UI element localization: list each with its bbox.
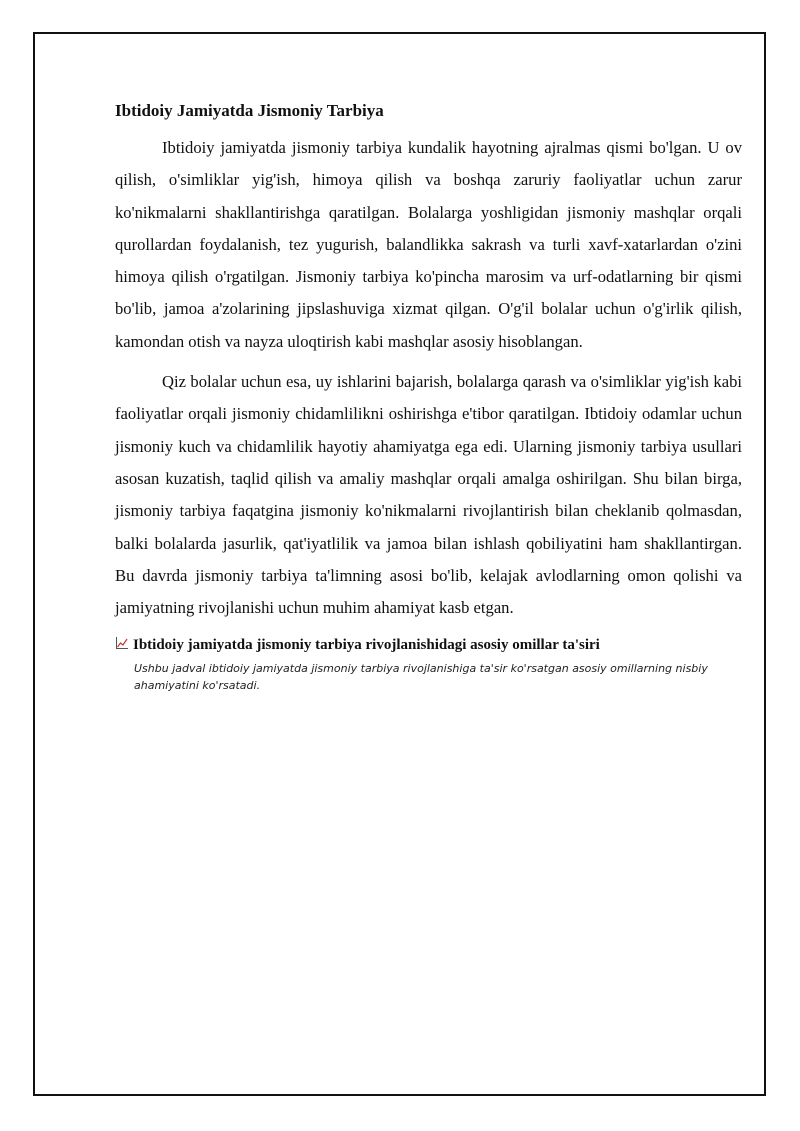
table-description: Ushbu jadval ibtidoiy jamiyatda jismoniy tarbiya rivojlanishiga ta'sir ko'rsatgan asosiy omillarning nisbiy ahamiyatini ko'rsatadi. — [134, 662, 708, 693]
paragraph-1: Ibtidoiy jamiyatda jismoniy tarbiya kundalik hayotning ajralmas qismi bo'lgan. U ov qilish, o'simliklar yig'ish, himoya qilish va boshqa zaruriy faoliyatlar uchun zarur ko'nikmalarni shakllantirishga qaratilgan. Bolalarga yoshligidan jismoniy mashqlar orqali qurollardan foydalanish, tez yugurish, balandlikka sakrash va turli xavf-xatarlardan o'zini himoya qilish o'rgatilgan. Jismoniy tarbiya ko'pincha marosim va urf-odatlarning bir qismi bo'lib, jamoa a'zolarining jipslashuviga xizmat qilgan. O'g'il bolalar uchun o'g'irlik qilish, kamondan otish va nayza uloqtirish kabi mashqlar asosiy hisoblangan. — [115, 138, 742, 351]
table-caption — [115, 634, 742, 656]
chart-increasing-icon — [115, 635, 129, 649]
table-caption-title: Ibtidoiy jamiyatda jismoniy tarbiya rivojlanishidagi asosiy omillar ta'siri — [133, 637, 600, 654]
document-body — [115, 98, 742, 694]
document-title: Ibtidoiy Jamiyatda Jismoniy Tarbiya — [115, 101, 384, 120]
paragraph-2: Qiz bolalar uchun esa, uy ishlarini bajarish, bolalarga qarash va o'simliklar yig'ish kabi faoliyatlar orqali jismoniy chidamlilikni oshirishga e'tibor qaratilgan. Ibtidoiy odamlar uchun jismoniy kuch va chidamlilik hayotiy ahamiyatga ega edi. Ularning jismoniy tarbiya usullari asosan kuzatish, taqlid qilish va amaliy mashqlar orqali amalga oshirilgan. Shu bilan birga, jismoniy tarbiya faqatgina jismoniy ko'nikmalarni rivojlantirish bilan cheklanib qolmasdan, balki bolalarda jasurlik, qat'iyatlilik va jamoa bilan ishlash qobiliyatini ham shakllantirgan. Bu davrda jismoniy tarbiya ta'limning asosi bo'lib, kelajak avlodlarning omon qolishi va jamiyatning rivojlanishi uchun muhim ahamiyat kasb etgan. — [115, 372, 742, 618]
